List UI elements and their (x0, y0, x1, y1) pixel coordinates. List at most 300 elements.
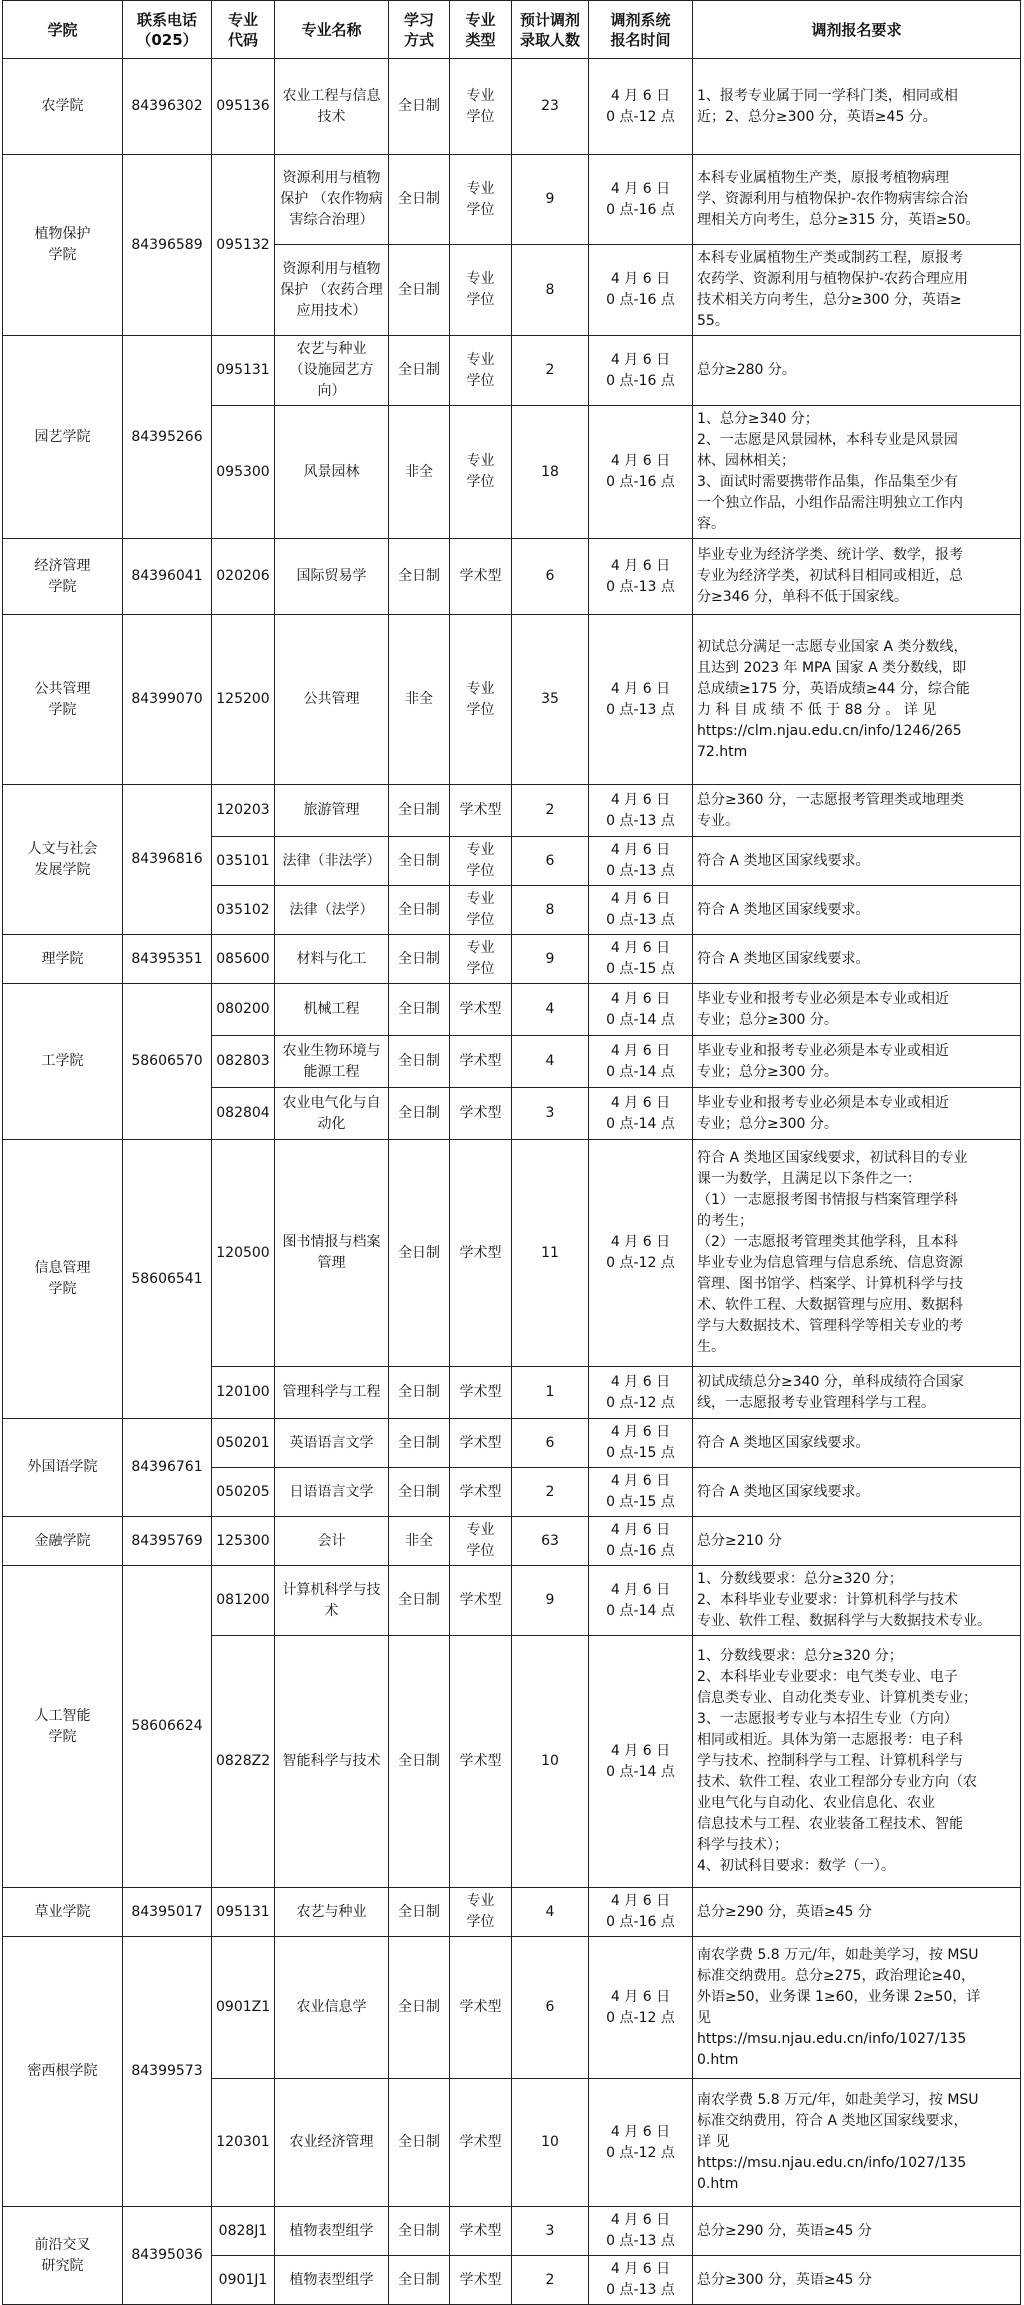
type-cell-line: 学位 (466, 912, 495, 928)
requirements-cell (693, 1419, 1021, 1468)
time-cell (589, 2207, 693, 2256)
quota-cell: 35 (512, 615, 589, 785)
requirements-cell-line: 技术、软件工程、农业工程部分专业方向（农 (697, 1774, 977, 1790)
time-cell-line: 0 点-16 点 (606, 292, 675, 308)
major-cell (275, 336, 389, 406)
type-cell (450, 1419, 512, 1468)
requirements-cell (693, 935, 1021, 984)
type-cell (450, 1367, 512, 1419)
major-cell-line: 农业工程与信息 (282, 87, 381, 104)
requirements-cell-line: 专业；总分≥300 分。 (697, 1011, 838, 1028)
major-cell-line: 术 (324, 1602, 339, 1619)
header-type: 专业 类型 (450, 1, 512, 59)
time-cell (589, 1517, 693, 1566)
college-cell (3, 935, 123, 984)
phone-cell: 84396816 (123, 785, 212, 935)
header-quota: 预计调剂 录取人数 (512, 1, 589, 59)
college-cell-line: 农学院 (41, 98, 84, 114)
type-cell-line: 学术型 (459, 1753, 502, 1769)
college-cell-line: 草业学院 (34, 1903, 91, 1920)
major-cell (275, 1888, 389, 1937)
time-cell-line: 4 月 6 日 (610, 791, 671, 808)
requirements-cell (693, 1036, 1021, 1088)
time-cell-line: 0 点-16 点 (606, 372, 675, 389)
requirements-cell-line: 林、园林相关； (697, 453, 795, 469)
table-row (3, 984, 1021, 1036)
mode-cell: 全日制 (389, 1937, 450, 2079)
requirements-cell (693, 1937, 1021, 2079)
quota-cell: 3 (512, 1088, 589, 1140)
phone-cell: 58606570 (123, 984, 212, 1140)
requirements-cell-line: 3、一志愿报考专业与本招生专业（方向） (697, 1711, 958, 1727)
major-cell-line: 农业经济管理 (289, 2134, 374, 2150)
code-cell: 0828J1 (212, 2207, 275, 2256)
requirements-cell-line: 专业。 (697, 812, 739, 829)
requirements-cell-line: 总分≥360 分，一志愿报考管理类或地理类 (697, 791, 964, 808)
major-cell-line: 农业信息学 (296, 1999, 367, 2015)
college-cell (3, 336, 123, 539)
time-cell (589, 59, 693, 155)
quota-cell: 9 (512, 155, 589, 245)
type-cell-line: 专业 (466, 891, 495, 907)
requirements-cell-line: https://clm.njau.edu.cn/info/1246/265 (697, 722, 962, 739)
mode-cell: 全日制 (389, 984, 450, 1036)
quota-cell: 8 (512, 886, 589, 935)
time-cell-line: 4 月 6 日 (610, 1373, 671, 1390)
time-cell-line: 4 月 6 日 (610, 2212, 671, 2228)
major-cell-line: 资源利用与植物 (282, 170, 381, 186)
requirements-cell (693, 1088, 1021, 1140)
major-cell-line: 技术 (317, 108, 346, 125)
college-cell (3, 1888, 123, 1937)
type-cell-line: 学术型 (459, 1592, 502, 1608)
requirements-cell-line: 农药学、资源利用与植物保护-农药合理应用 (697, 271, 969, 287)
requirements-cell-line: 毕业专业和报考专业必须是本专业或相近 (697, 1042, 949, 1059)
major-cell (275, 886, 389, 935)
quota-cell: 18 (512, 406, 589, 539)
quota-cell: 63 (512, 1517, 589, 1566)
requirements-cell-line: 详 见 (697, 2134, 730, 2150)
college-cell-line: 发展学院 (34, 861, 91, 878)
college-cell-line: 工学院 (41, 1053, 84, 1069)
time-cell-line: 4 月 6 日 (610, 351, 671, 368)
requirements-cell (693, 1888, 1021, 1937)
requirements-cell-line: 专业、软件工程、数据科学与大数据技术专业。 (697, 1613, 991, 1629)
major-cell (275, 1088, 389, 1140)
major-cell (275, 984, 389, 1036)
college-cell-line: 信息管理 (34, 1260, 91, 1276)
table-row (3, 1140, 1021, 1367)
requirements-cell-line: 本科专业属植物生产类，原报考植物病理 (697, 170, 949, 186)
major-cell-line: 会计 (317, 1532, 346, 1549)
requirements-cell (693, 155, 1021, 245)
requirements-cell-line: 标准交纳费用，符合 A 类地区国家线要求， (697, 2113, 968, 2129)
mode-cell: 全日制 (389, 155, 450, 245)
code-cell: 082804 (212, 1088, 275, 1140)
requirements-cell-line: 1、总分≥340 分； (697, 411, 819, 427)
major-cell-line: 应用技术） (296, 302, 367, 319)
code-cell: 035101 (212, 837, 275, 886)
requirements-cell-line: 0.htm (697, 2176, 739, 2192)
time-cell-line: 0 点-16 点 (606, 1543, 675, 1559)
mode-cell: 全日制 (389, 1367, 450, 1419)
requirements-cell-line: 专业；总分≥300 分。 (697, 1063, 838, 1080)
requirements-cell-line: 55。 (697, 313, 729, 329)
major-cell-line: 能源工程 (303, 1063, 360, 1080)
major-cell (275, 2207, 389, 2256)
requirements-cell (693, 406, 1021, 539)
mode-cell: 全日制 (389, 1566, 450, 1636)
phone-cell: 84395769 (123, 1517, 212, 1566)
time-cell (589, 336, 693, 406)
major-cell (275, 155, 389, 245)
type-cell (450, 406, 512, 539)
major-cell-line: 智能科学与技术 (282, 1753, 381, 1769)
time-cell (589, 245, 693, 336)
type-cell (450, 59, 512, 155)
requirements-cell (693, 59, 1021, 155)
requirements-cell-line: 初试总分满足一志愿专业国家 A 类分数线， (697, 638, 968, 655)
time-cell-line: 4 月 6 日 (610, 1522, 671, 1538)
mode-cell: 全日制 (389, 886, 450, 935)
table-row (3, 1566, 1021, 1636)
quota-cell: 6 (512, 1937, 589, 2079)
time-cell (589, 984, 693, 1036)
time-cell (589, 1468, 693, 1517)
requirements-cell-line: （1）一志愿报考图书情报与档案管理学科 (697, 1192, 958, 1208)
major-cell-line: 保护 （农作物病 (280, 191, 383, 207)
major-cell (275, 1140, 389, 1367)
time-cell-line: 0 点-15 点 (606, 961, 675, 977)
quota-cell: 11 (512, 1140, 589, 1367)
type-cell-line: 学位 (466, 1543, 495, 1559)
type-cell-line: 专业 (466, 180, 495, 197)
type-cell (450, 837, 512, 886)
time-cell-line: 0 点-14 点 (606, 1763, 675, 1780)
code-cell: 120301 (212, 2079, 275, 2207)
major-cell (275, 1937, 389, 2079)
time-cell (589, 1088, 693, 1140)
type-cell-line: 学术型 (459, 802, 502, 818)
type-cell (450, 2207, 512, 2256)
quota-cell: 6 (512, 1419, 589, 1468)
quota-cell: 6 (512, 539, 589, 615)
time-cell (589, 1566, 693, 1636)
major-cell-line: 机械工程 (303, 1001, 360, 1017)
requirements-cell-line: 毕业专业和报考专业必须是本专业或相近 (697, 1094, 949, 1111)
table-row (3, 59, 1021, 155)
time-cell-line: 4 月 6 日 (610, 1473, 671, 1489)
requirements-cell-line: 总分≥290 分，英语≥45 分 (697, 2222, 872, 2239)
requirements-cell (693, 336, 1021, 406)
requirements-cell-line: https://msu.njau.edu.cn/info/1027/135 (697, 2155, 967, 2171)
time-cell-line: 0 点-13 点 (606, 578, 675, 595)
major-cell (275, 1468, 389, 1517)
time-cell-line: 4 月 6 日 (610, 891, 671, 907)
college-cell-line: 人工智能 (34, 1707, 91, 1724)
mode-cell: 全日制 (389, 59, 450, 155)
major-cell-line: 动化 (317, 1115, 346, 1132)
time-cell-line: 4 月 6 日 (610, 1988, 671, 2005)
mode-cell: 全日制 (389, 785, 450, 837)
time-cell-line: 4 月 6 日 (610, 180, 671, 197)
time-cell-line: 4 月 6 日 (610, 557, 671, 574)
time-cell-line: 4 月 6 日 (610, 990, 671, 1007)
major-cell (275, 1036, 389, 1088)
time-cell-line: 0 点-13 点 (606, 812, 675, 829)
header-major: 专业名称 (275, 1, 389, 59)
type-cell-line: 学术型 (459, 1105, 502, 1121)
mode-cell: 全日制 (389, 1036, 450, 1088)
type-cell (450, 1636, 512, 1888)
header-requirements: 调剂报名要求 (693, 1, 1021, 59)
time-cell-line: 4 月 6 日 (610, 1742, 671, 1759)
mode-cell: 全日制 (389, 336, 450, 406)
mode-cell: 全日制 (389, 1636, 450, 1888)
type-cell-line: 专业 (466, 453, 495, 469)
requirements-cell-line: 信息类专业、自动化类专业、计算机类专业； (697, 1690, 977, 1706)
mode-cell: 全日制 (389, 1088, 450, 1140)
type-cell-line: 学位 (466, 372, 495, 389)
time-cell (589, 2256, 693, 2305)
quota-cell: 9 (512, 1566, 589, 1636)
requirements-cell-line: 管理、图书馆学、档案学、计算机科学与技 (697, 1276, 963, 1292)
table-row (3, 935, 1021, 984)
header-mode: 学习 方式 (389, 1, 450, 59)
requirements-cell-line: 学与技术、控制科学与工程、计算机科学与 (697, 1753, 963, 1769)
requirements-cell-line: 4、初试科目要求：数学（一）。 (697, 1858, 895, 1874)
time-cell-line: 0 点-13 点 (606, 2282, 675, 2298)
header-college: 学院 (3, 1, 123, 59)
requirements-cell-line: 总分≥290 分，英语≥45 分 (697, 1903, 872, 1920)
type-cell-line: 学术型 (459, 568, 502, 584)
time-cell (589, 1937, 693, 2079)
requirements-cell-line: 总分≥300 分，英语≥45 分 (697, 2271, 872, 2288)
requirements-cell (693, 1517, 1021, 1566)
code-cell: 050205 (212, 1468, 275, 1517)
time-cell-line: 0 点-14 点 (606, 1063, 675, 1080)
major-cell-line: 法律（法学） (289, 901, 374, 918)
quota-cell: 9 (512, 935, 589, 984)
type-cell (450, 336, 512, 406)
requirements-cell-line: 2、一志愿是风景园林，本科专业是风景园 (697, 432, 958, 448)
requirements-cell (693, 1140, 1021, 1367)
requirements-cell-line: 总成绩≥175 分，英语成绩≥44 分，综合能 (697, 680, 970, 697)
major-cell-line: 植物表型组学 (289, 2222, 374, 2239)
requirements-cell-line: 0.htm (697, 2051, 739, 2068)
code-cell: 081200 (212, 1566, 275, 1636)
type-cell (450, 539, 512, 615)
type-cell (450, 155, 512, 245)
header-time: 调剂系统 报名时间 (589, 1, 693, 59)
type-cell-line: 专业 (466, 87, 495, 104)
mode-cell: 非全 (389, 615, 450, 785)
requirements-cell-line: 1、报考专业属于同一学科门类，相同或相 (697, 87, 958, 104)
college-cell-line: 经济管理 (34, 557, 91, 574)
college-cell (3, 155, 123, 336)
requirements-cell-line: https://msu.njau.edu.cn/info/1027/135 (697, 2030, 967, 2047)
major-cell-line: 农业生物环境与 (282, 1042, 381, 1059)
requirements-cell-line: （2）一志愿报考管理类其他学科，且本科 (697, 1234, 958, 1250)
requirements-cell-line: 线，一志愿报考专业管理科学与工程。 (697, 1394, 935, 1411)
code-cell: 085600 (212, 935, 275, 984)
requirements-cell-line: 2、本科毕业专业要求：电气类专业、电子 (697, 1669, 958, 1685)
quota-cell: 2 (512, 336, 589, 406)
major-cell-line: 旅游管理 (303, 802, 360, 818)
time-cell-line: 0 点-13 点 (606, 863, 675, 879)
quota-cell: 2 (512, 785, 589, 837)
requirements-cell-line: 课一为数学，且满足以下条件之一： (697, 1171, 921, 1187)
code-cell: 095136 (212, 59, 275, 155)
time-cell-line: 0 点-16 点 (606, 474, 675, 490)
major-cell (275, 406, 389, 539)
college-cell (3, 984, 123, 1140)
major-cell-line: 管理 (317, 1255, 346, 1271)
requirements-cell (693, 539, 1021, 615)
time-cell (589, 539, 693, 615)
college-cell-line: 学院 (48, 247, 77, 263)
time-cell (589, 1140, 693, 1367)
college-cell-line: 外国语学院 (27, 1459, 98, 1475)
code-cell: 082803 (212, 1036, 275, 1088)
time-cell (589, 935, 693, 984)
requirements-cell-line: 毕业专业和报考专业必须是本专业或相近 (697, 990, 949, 1007)
table-row (3, 1937, 1021, 2079)
time-cell-line: 0 点-13 点 (606, 912, 675, 928)
mode-cell: 全日制 (389, 1468, 450, 1517)
college-cell-line: 植物保护 (34, 226, 91, 242)
major-cell (275, 59, 389, 155)
major-cell (275, 1367, 389, 1419)
type-cell-line: 学术型 (459, 2222, 502, 2239)
requirements-cell-line: 毕业专业为信息管理与信息系统、信息资源 (697, 1255, 963, 1271)
time-cell-line: 0 点-12 点 (606, 1394, 675, 1411)
college-cell (3, 615, 123, 785)
college-cell-line: 人文与社会 (27, 840, 98, 857)
time-cell-line: 4 月 6 日 (610, 842, 671, 858)
college-cell-line: 金融学院 (34, 1532, 91, 1549)
requirements-cell-line: 南农学费 5.8 万元/年，如赴美学习，按 MSU (697, 2092, 979, 2108)
requirements-cell (693, 1636, 1021, 1888)
type-cell-line: 学位 (466, 108, 495, 125)
type-cell (450, 1937, 512, 2079)
type-cell (450, 1088, 512, 1140)
table-row (3, 539, 1021, 615)
requirements-cell (693, 1566, 1021, 1636)
requirements-cell-line: 的考生； (697, 1213, 753, 1229)
time-cell (589, 1888, 693, 1937)
time-cell-line: 0 点-12 点 (606, 108, 675, 125)
requirements-cell-line: 分≥346 分，单科不低于国家线。 (697, 589, 908, 605)
major-cell (275, 2079, 389, 2207)
major-cell-line: 植物表型组学 (289, 2271, 374, 2288)
type-cell-line: 学位 (466, 292, 495, 308)
requirements-cell-line: 力 科 目 成 绩 不 低 于 88 分 。 详 见 (697, 701, 937, 718)
table-row (3, 155, 1021, 245)
requirements-cell-line: 专业为经济学类，初试科目相同或相近，总 (697, 568, 963, 584)
major-cell (275, 539, 389, 615)
type-cell-line: 学术型 (459, 2134, 502, 2150)
requirements-cell (693, 2207, 1021, 2256)
requirements-cell (693, 984, 1021, 1036)
quota-cell: 3 (512, 2207, 589, 2256)
phone-cell: 84396761 (123, 1419, 212, 1517)
mode-cell: 非全 (389, 1517, 450, 1566)
table-row (3, 336, 1021, 406)
code-cell: 020206 (212, 539, 275, 615)
header-phone: 联系电话 （025） (123, 1, 212, 59)
quota-cell: 4 (512, 1888, 589, 1937)
type-cell-line: 学术型 (459, 1001, 502, 1017)
major-cell-line: 害综合治理） (289, 212, 374, 228)
table-row (3, 785, 1021, 837)
mode-cell: 全日制 (389, 2256, 450, 2305)
phone-cell: 84399070 (123, 615, 212, 785)
type-cell-line: 学位 (466, 474, 495, 490)
table-row (3, 1517, 1021, 1566)
type-cell (450, 1517, 512, 1566)
college-cell (3, 1419, 123, 1517)
code-cell: 050201 (212, 1419, 275, 1468)
code-cell: 0901J1 (212, 2256, 275, 2305)
code-cell: 095131 (212, 1888, 275, 1937)
major-cell-line: 保护 （农药合理 (280, 281, 383, 298)
major-cell-line: 法律（非法学） (282, 852, 381, 869)
major-cell-line: 英语语言文学 (289, 1434, 374, 1451)
type-cell-line: 学位 (466, 961, 495, 977)
major-cell (275, 1517, 389, 1566)
quota-cell: 6 (512, 837, 589, 886)
phone-cell: 58606624 (123, 1566, 212, 1888)
major-cell-line: 计算机科学与技 (282, 1581, 381, 1598)
requirements-cell-line: 1、分数线要求：总分≥320 分； (697, 1571, 903, 1587)
type-cell (450, 1566, 512, 1636)
phone-cell: 84396589 (123, 155, 212, 336)
college-cell-line: 研究院 (41, 2257, 84, 2274)
mode-cell: 全日制 (389, 1888, 450, 1937)
requirements-cell-line: 学与大数据技术、管理科学等相关专业的考 (697, 1318, 963, 1334)
requirements-cell-line: 符合 A 类地区国家线要求，初试科目的专业 (697, 1150, 968, 1166)
major-cell-line: 农业电气化与自 (282, 1094, 381, 1111)
type-cell-line: 专业 (466, 1893, 495, 1909)
time-cell-line: 0 点-15 点 (606, 1494, 675, 1510)
type-cell (450, 1888, 512, 1937)
requirements-cell-line: 72.htm (697, 743, 748, 760)
time-cell-line: 4 月 6 日 (610, 2123, 671, 2140)
code-cell: 035102 (212, 886, 275, 935)
college-cell (3, 1937, 123, 2207)
requirements-cell-line: 2、本科毕业专业要求：计算机科学与技术 (697, 1592, 958, 1608)
code-cell: 080200 (212, 984, 275, 1036)
time-cell-line: 4 月 6 日 (610, 1893, 671, 1909)
requirements-cell (693, 1367, 1021, 1419)
major-cell-line: 图书情报与档案 (282, 1234, 381, 1250)
time-cell-line: 0 点-15 点 (606, 1445, 675, 1461)
phone-cell: 84395017 (123, 1888, 212, 1937)
time-cell (589, 1367, 693, 1419)
type-cell-line: 专业 (466, 940, 495, 956)
college-cell (3, 59, 123, 155)
requirements-cell-line: 技术相关方向考生，总分≥300 分，英语≥ (697, 292, 962, 308)
time-cell-line: 0 点-14 点 (606, 1115, 675, 1132)
time-cell-line: 0 点-13 点 (606, 2233, 675, 2249)
college-cell (3, 2207, 123, 2305)
code-cell: 125300 (212, 1517, 275, 1566)
major-cell (275, 1566, 389, 1636)
major-cell-line: 国际贸易学 (296, 568, 367, 584)
time-cell-line: 0 点-12 点 (606, 2009, 675, 2026)
time-cell-line: 0 点-13 点 (606, 701, 675, 718)
